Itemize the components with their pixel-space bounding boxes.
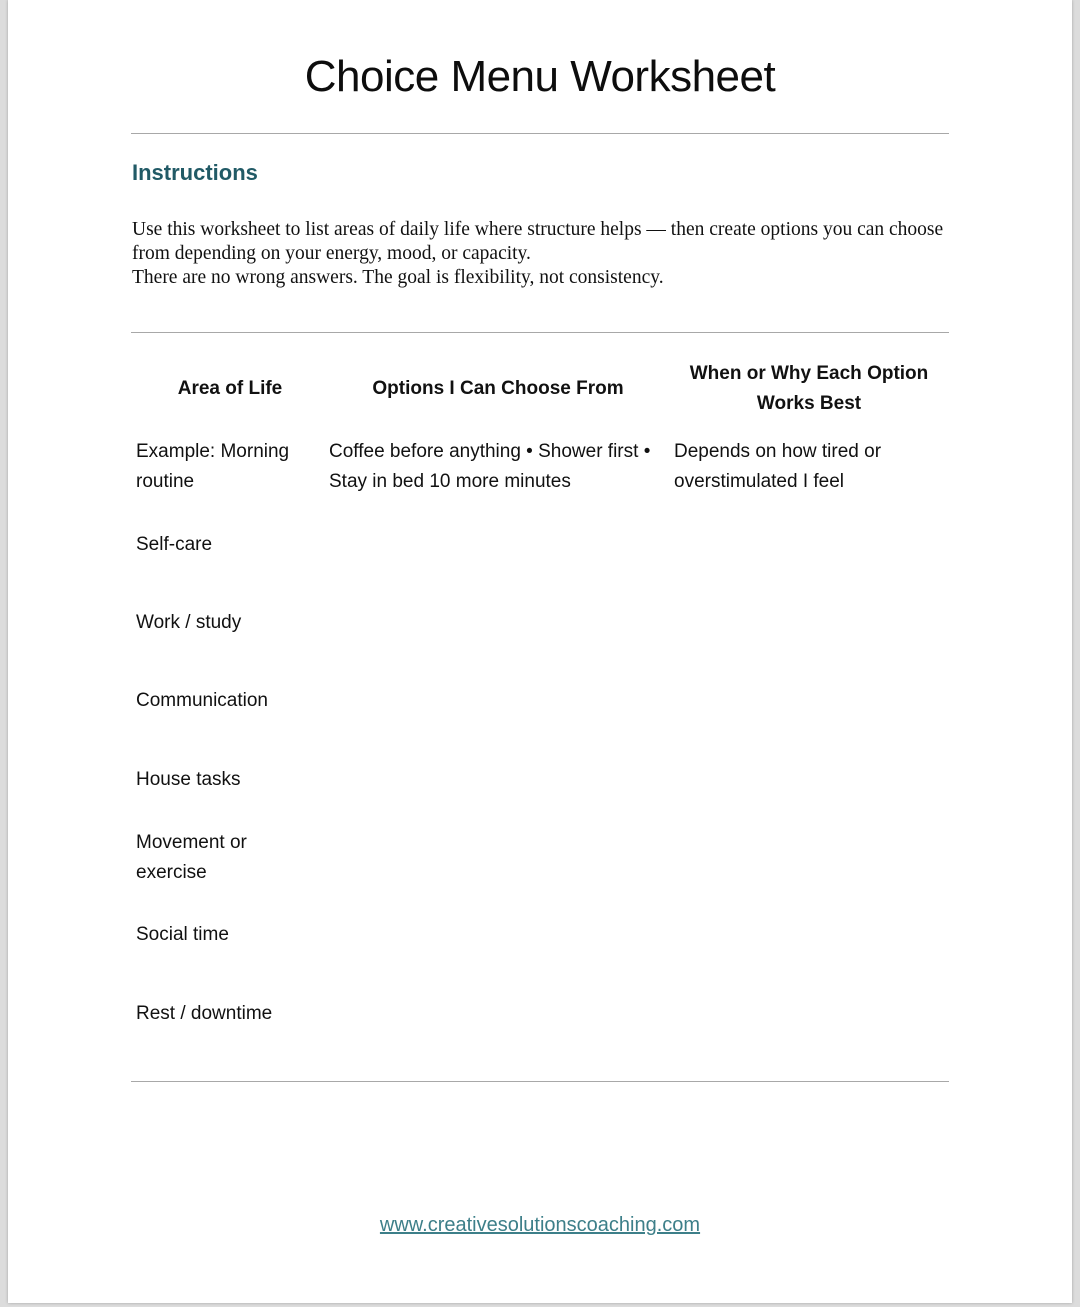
column-header-options: Options I Can Choose From [372, 378, 624, 399]
footer-website-link[interactable]: www.creativesolutionscoaching.com [379, 1214, 701, 1236]
instructions-heading: Instructions [132, 160, 258, 185]
table-cell-area: Self-care [136, 534, 213, 555]
instructions-line: There are no wrong answers. The goal is flexibility, not consistency. [132, 267, 664, 288]
column-header-when: When or Why Each Option Works Best [689, 363, 929, 414]
table-cell-area: Work / study [136, 612, 242, 633]
table-cell-options: Coffee before anything • Shower first • Stay in bed 10 more minutes [329, 441, 651, 492]
page-title: Choice Menu Worksheet [304, 52, 776, 101]
table-cell-area: Social time [136, 924, 229, 945]
table-cell-area: Rest / downtime [136, 1003, 273, 1024]
column-header-area: Area of Life [177, 378, 283, 399]
table-cell-area: Example: Morning routine [136, 441, 290, 492]
worksheet-page [8, 0, 1072, 1303]
table-cell-area: Movement or exercise [136, 832, 247, 883]
divider-bottom [131, 1081, 949, 1082]
instructions-line: Use this worksheet to list areas of daily life where structure helps — then create options you can choose from depending on your energy, mood, or capacity. [132, 219, 944, 264]
table-cell-area: Communication [136, 690, 268, 711]
instructions-body [132, 218, 952, 290]
table-cell-area: House tasks [136, 769, 241, 790]
divider-top [131, 133, 949, 134]
divider-middle [131, 332, 949, 333]
table-cell-when: Depends on how tired or overstimulated I feel [674, 441, 882, 492]
